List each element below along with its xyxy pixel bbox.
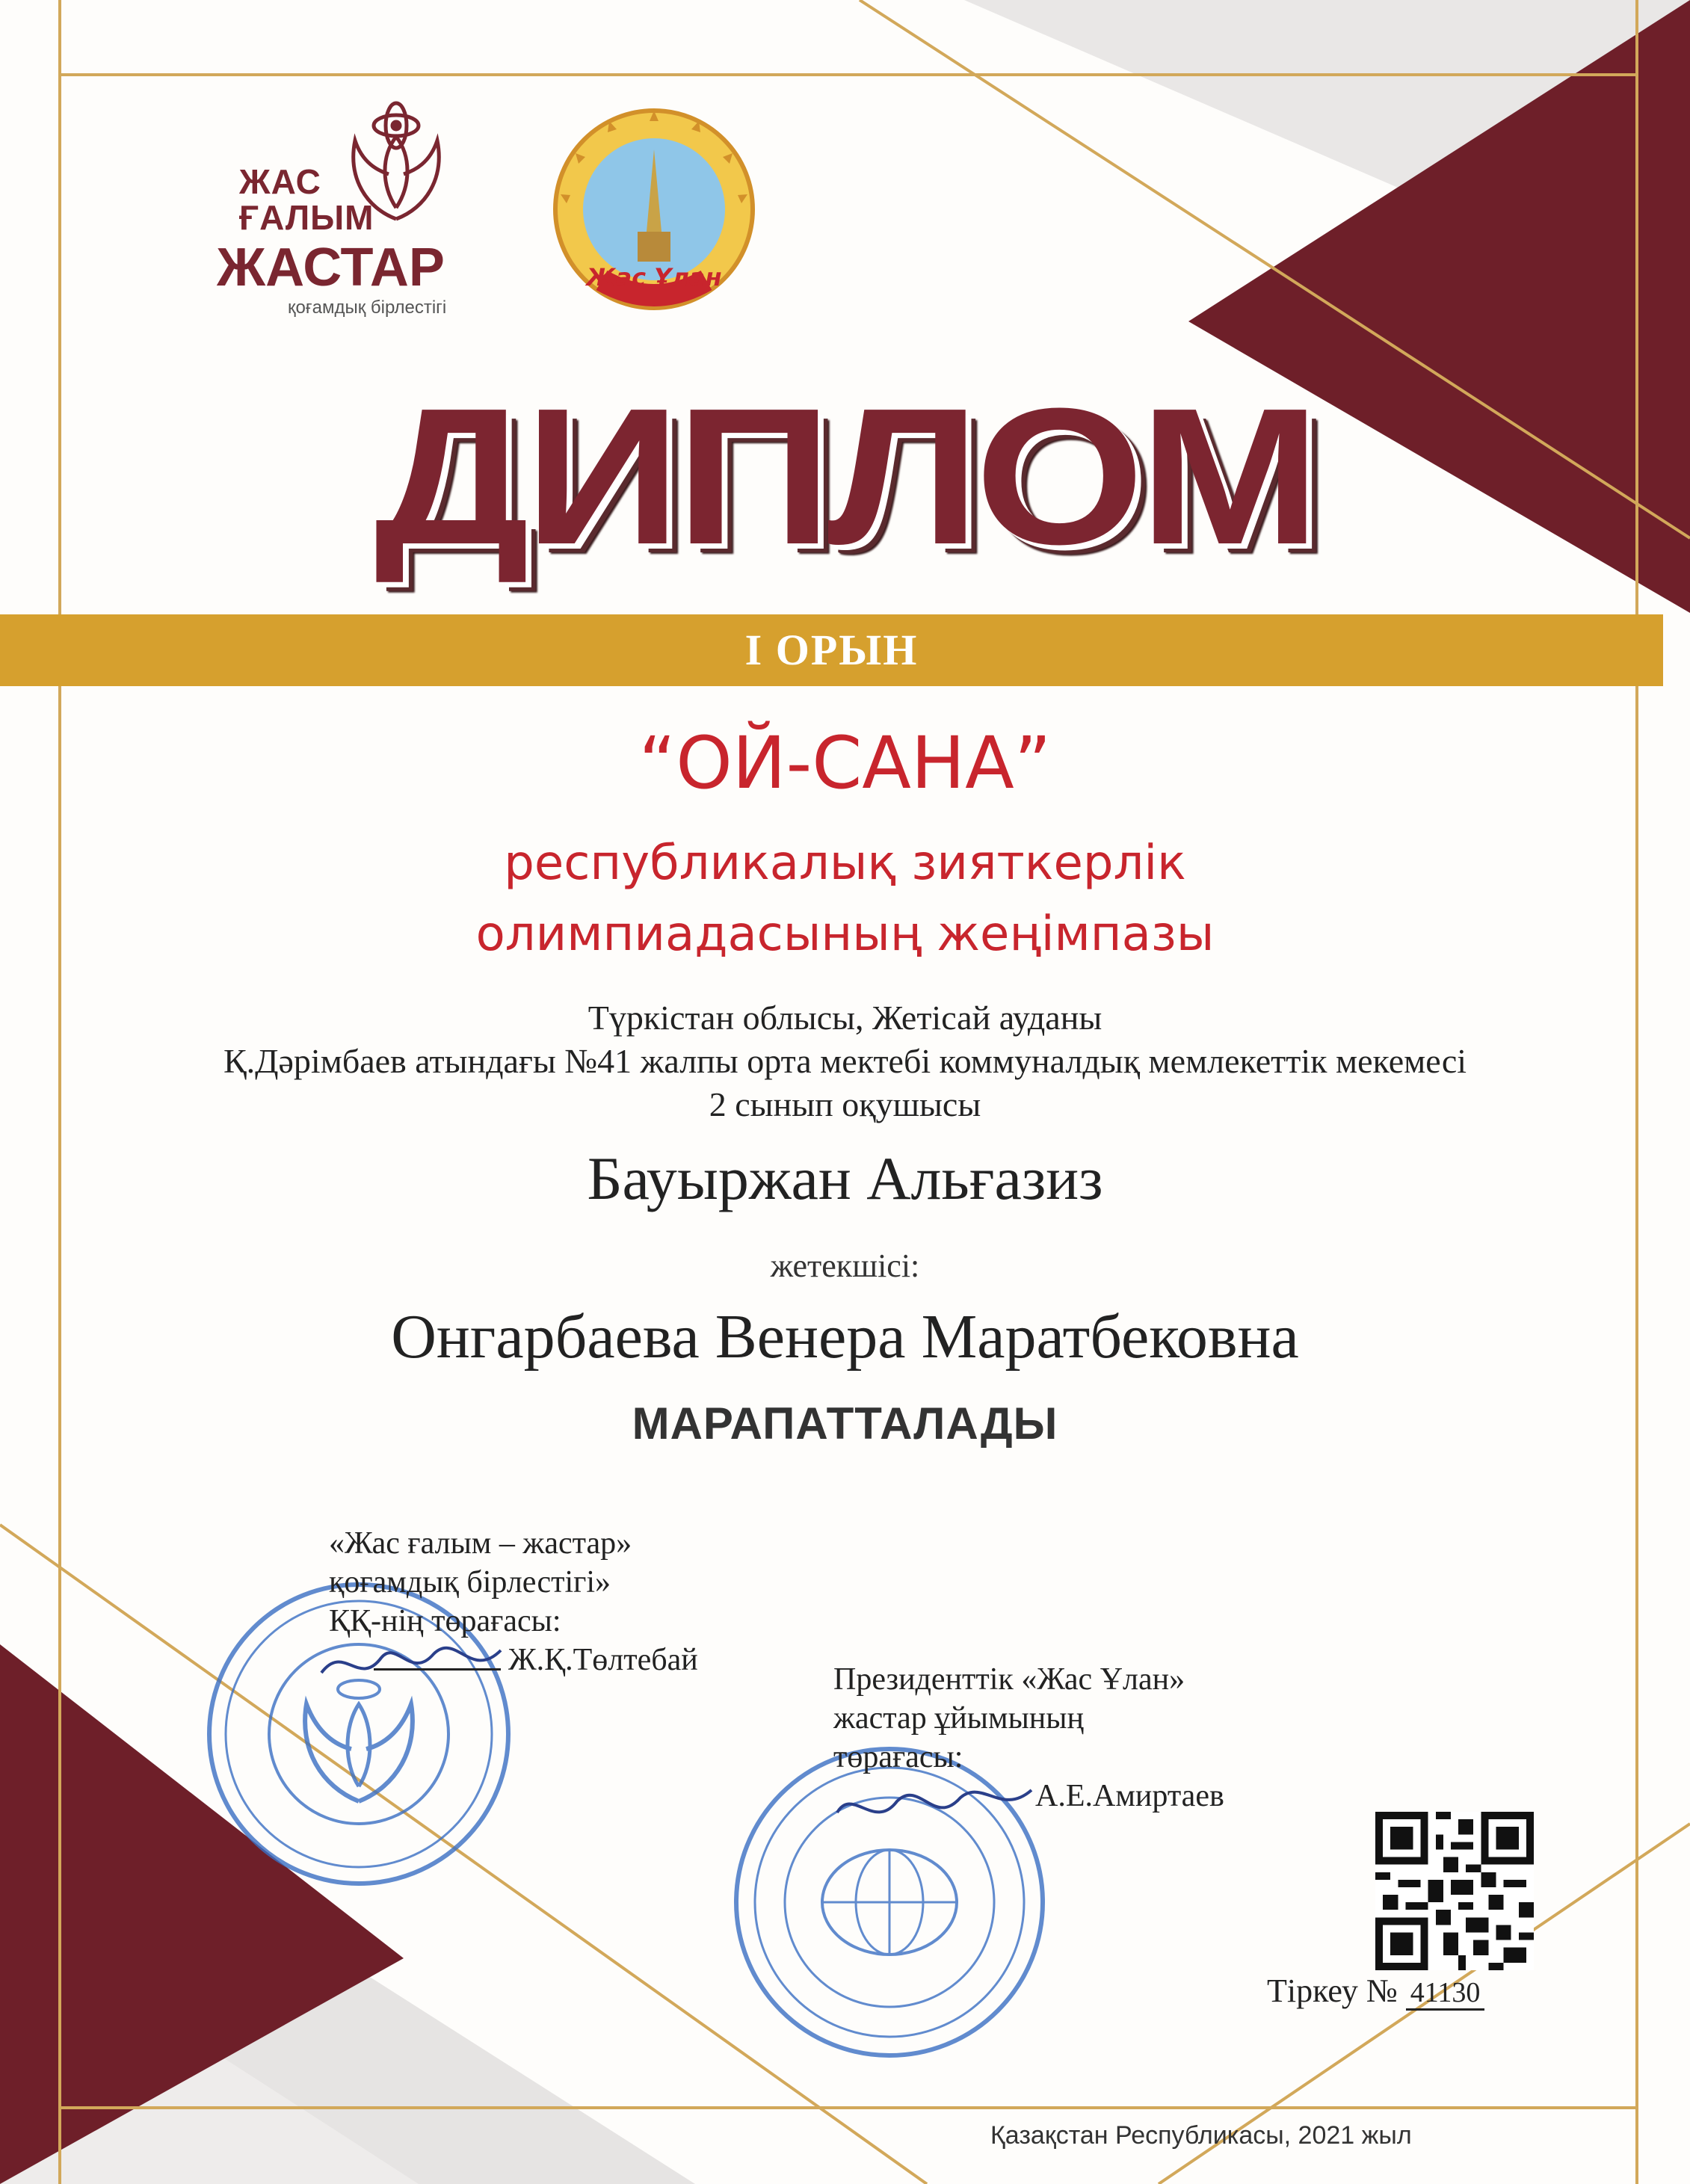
logo-text-2: ҒАЛЫМ [239, 198, 374, 237]
logo-text-3: ЖАСТАР [217, 238, 445, 297]
olympiad-line-2: олимпиадасының жеңімпазы [475, 907, 1215, 962]
signature-right-line-3: төрағасы: [833, 1740, 963, 1774]
olympiad-name: “ОЙ-САНА” [638, 721, 1052, 805]
registration-label: Тіркеу № [1267, 1972, 1398, 2009]
zhas-galym-logo [217, 96, 478, 318]
info-school: Қ.Дәрімбаев атындағы №41 жалпы орта мектебі коммуналдық мемлекеттік мекемесі [223, 1042, 1467, 1080]
logo-text-4: қоғамдық бірлестігі [288, 297, 447, 318]
info-region: Түркістан облысы, Жетісай ауданы [588, 999, 1102, 1037]
signature-left-line-1: «Жас ғалым – жастар» [329, 1526, 632, 1561]
signature-left-line-3: ҚҚ-нің төрағасы: [329, 1604, 561, 1638]
registration [1267, 1972, 1484, 2010]
registration-number: 41130 [1406, 1977, 1485, 2011]
footer-text: Қазақстан Республикасы, 2021 жыл [990, 2121, 1412, 2150]
qr-code [1375, 1812, 1534, 1970]
logo-text-1: ЖАС [239, 162, 321, 201]
olympiad-line-1: республикалық зияткерлік [504, 836, 1186, 891]
diploma-title: ДИПЛОМ [374, 368, 1316, 585]
signature-right-line-2: жастар ұйымының [833, 1701, 1084, 1736]
place-label: I ОРЫН [744, 626, 919, 674]
signature-left-name: Ж.Қ.Төлтебай [508, 1643, 698, 1677]
signature-right-name: А.Е.Амиртаев [1035, 1779, 1224, 1813]
zhas-ulan-logo-text: Жас Ұлан [586, 263, 722, 291]
signature-left-line-2: қоғамдық бірлестігі» [329, 1565, 611, 1600]
award-text: МАРАПАТТАЛАДЫ [632, 1398, 1058, 1449]
signature-right-scribble [830, 1771, 1039, 1839]
leader-label: жетекшісі: [770, 1247, 920, 1284]
student-name: Бауыржан Альғазиз [587, 1144, 1103, 1212]
signature-right-line-1: Президенттік «Жас Ұлан» [833, 1662, 1185, 1697]
info-grade: 2 сынып оқушысы [709, 1085, 981, 1123]
teacher-name: Онгарбаева Венера Маратбековна [391, 1302, 1299, 1372]
signature-left-scribble [314, 1628, 508, 1695]
